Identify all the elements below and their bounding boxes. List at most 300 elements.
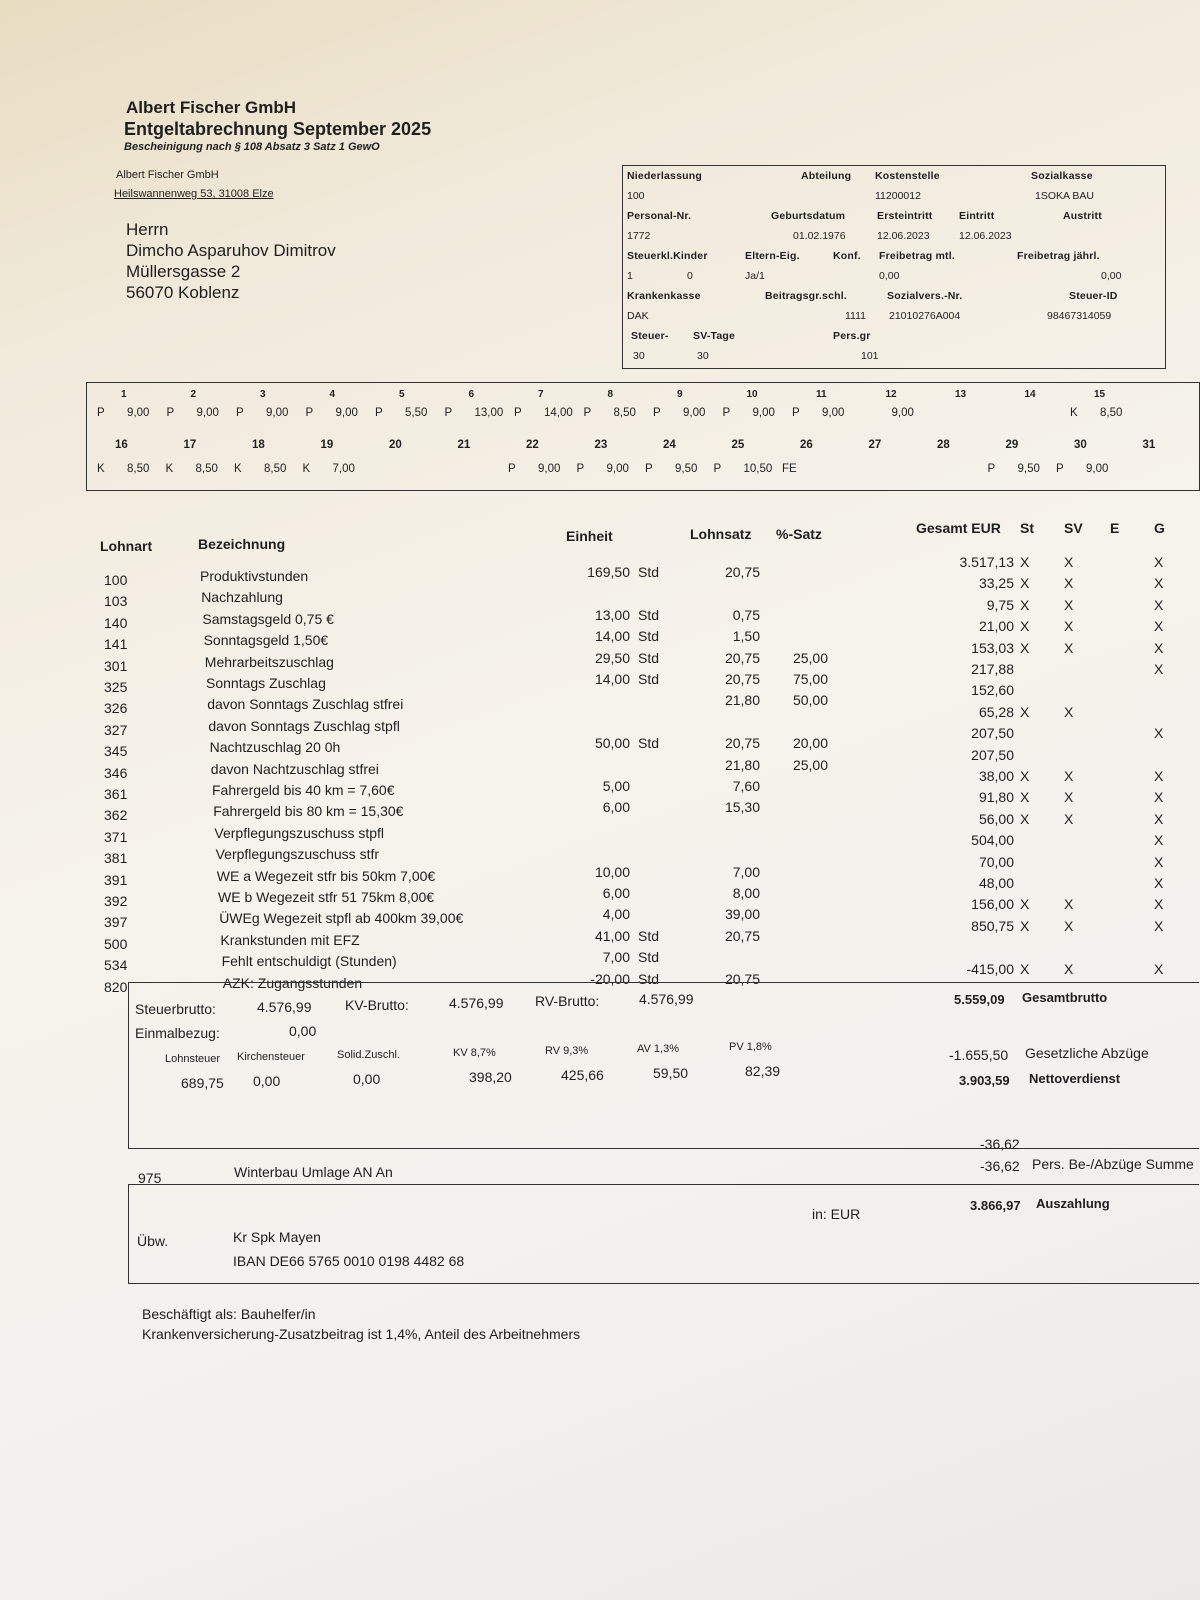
sender-name: Albert Fischer GmbH — [116, 169, 219, 181]
iban: IBAN DE66 5765 0010 0198 4482 68 — [233, 1253, 465, 1269]
gesamtbrutto-value: 5.559,09 — [954, 992, 1005, 1007]
sender-address: Heilswannenweg 53, 31008 Elze — [114, 188, 274, 200]
sv-mark: X — [1064, 917, 1074, 934]
deduction-value: 0,00 — [253, 1073, 281, 1089]
calendar-day-number: 23 — [594, 439, 608, 451]
deduction-label: RV 9,3% — [545, 1045, 589, 1057]
calendar-day-code: K — [165, 463, 174, 475]
lohnart-cell: 391 — [104, 871, 128, 888]
g-mark: X — [1154, 896, 1164, 913]
value-geburtsdatum: 01.02.1976 — [793, 230, 846, 242]
g-mark: X — [1154, 853, 1164, 870]
calendar-day-code: P — [508, 463, 516, 475]
calendar-day-number: 31 — [1142, 439, 1156, 451]
einheit-cell: 14,00 — [594, 628, 630, 645]
value-steuer-id: 98467314059 — [1047, 310, 1112, 322]
calendar-day-number: 18 — [252, 439, 265, 451]
calendar-day-number: 24 — [663, 439, 676, 451]
lohnsatz-cell: 20,75 — [724, 927, 760, 944]
calendar-day-code: P — [375, 407, 383, 419]
calendar-day-number: 29 — [1005, 439, 1019, 451]
st-mark: X — [1020, 810, 1030, 827]
g-mark: X — [1154, 810, 1164, 827]
lohnart-cell: 371 — [104, 828, 128, 845]
bezeichnung-cell: Nachzahlung — [201, 589, 283, 606]
lohnart-cell: 346 — [104, 764, 128, 781]
st-mark: X — [1020, 789, 1030, 806]
value-sozialvers-nr: 21010276A004 — [889, 310, 961, 322]
calendar-day-number: 16 — [115, 439, 128, 451]
lohnsatz-cell: 20,75 — [724, 735, 760, 752]
bezeichnung-cell: WE b Wegezeit stfr 51 75km 8,00€ — [218, 889, 435, 905]
calendar-day-hours: 9,00 — [127, 407, 150, 419]
lohnart-cell: 534 — [104, 957, 128, 974]
value-sv-tage: 30 — [697, 350, 709, 362]
label-eintritt: Eintritt — [959, 210, 995, 222]
g-mark: X — [1154, 725, 1164, 742]
st-mark: X — [1020, 554, 1030, 570]
value-personal-nr: 1772 — [627, 230, 651, 242]
gesamt-cell: 48,00 — [978, 875, 1014, 891]
bezeichnung-cell: ÜWEg Wegezeit stpfl ab 400km 39,00€ — [219, 910, 464, 927]
lohnart-cell: 141 — [104, 636, 128, 653]
einheit-unit-cell: Std — [638, 671, 660, 687]
g-mark: X — [1154, 917, 1164, 934]
calendar-day-hours: 9,00 — [822, 407, 845, 419]
label-sozialvers-nr: Sozialvers.-Nr. — [887, 290, 963, 302]
bezeichnung-cell: Samstagsgeld 0,75 € — [202, 610, 334, 627]
calendar-day-number: 5 — [399, 389, 405, 400]
g-mark: X — [1154, 832, 1164, 849]
calendar-day-code: K — [1070, 407, 1078, 419]
calendar-day-hours: 9,50 — [1017, 463, 1040, 475]
footer-employment: Beschäftigt als: Bauhelfer/in — [142, 1306, 316, 1322]
calendar-day-number: 30 — [1074, 439, 1087, 451]
calendar-day-number: 3 — [260, 389, 266, 400]
gesamt-cell: 207,50 — [971, 746, 1014, 763]
calendar-day-number: 1 — [121, 389, 127, 400]
lohnsatz-cell: 1,50 — [732, 628, 760, 645]
einheit-unit-cell: Std — [638, 927, 660, 944]
st-mark: X — [1020, 917, 1030, 934]
value-steuer-tage: 30 — [633, 350, 645, 362]
bank-transfer-box — [128, 1184, 1199, 1284]
calendar-day-code: P — [653, 407, 661, 419]
personal-sum-label: Pers. Be-/Abzüge Summe — [1032, 1156, 1194, 1172]
bezeichnung-cell: Fahrergeld bis 40 km = 7,60€ — [212, 782, 395, 798]
lohnart-cell: 100 — [104, 572, 128, 588]
calendar-day-hours: 14,00 — [544, 407, 573, 419]
einmalbezug-value: 0,00 — [289, 1023, 317, 1039]
kv-brutto-value: 4.576,99 — [449, 995, 504, 1011]
label-sozialkasse: Sozialkasse — [1031, 170, 1093, 182]
einheit-cell: 5,00 — [602, 778, 630, 794]
bank-name: Kr Spk Mayen — [233, 1229, 321, 1245]
gesamt-cell: 217,88 — [971, 661, 1014, 677]
label-abteilung: Abteilung — [801, 170, 852, 182]
calendar-day-number: 2 — [190, 389, 197, 400]
calendar-day-number: 12 — [885, 389, 897, 400]
gesamt-cell: 152,60 — [971, 682, 1014, 699]
personal-sum-value: -36,62 — [980, 1158, 1020, 1174]
calendar-day-hours: 13,00 — [474, 407, 504, 419]
rv-brutto-label: RV-Brutto: — [535, 993, 600, 1009]
label-konfession: Konf. — [833, 250, 861, 262]
calendar-day-number: 21 — [457, 439, 471, 451]
calendar-day-code: P — [792, 407, 800, 419]
g-mark: X — [1154, 575, 1164, 592]
company-name: Albert Fischer GmbH — [126, 98, 297, 117]
deduction-label: Kirchensteuer — [237, 1051, 305, 1063]
value-freibetrag-mtl: 0,00 — [879, 270, 900, 282]
calendar-day-number: 15 — [1094, 389, 1106, 400]
deduction-label: AV 1,3% — [637, 1043, 679, 1055]
einheit-cell: 13,00 — [594, 606, 630, 623]
lohnsatz-cell: 8,00 — [732, 885, 760, 901]
einheit-cell: -20,00 — [590, 970, 630, 987]
calendar-day-code: P — [576, 463, 585, 475]
g-mark: X — [1154, 618, 1164, 635]
sv-mark: X — [1064, 596, 1074, 613]
calendar-day-hours: 9,00 — [752, 407, 775, 419]
lohnart-cell: 140 — [104, 614, 128, 631]
label-sv-tage: SV-Tage — [693, 330, 736, 342]
label-personal-nr: Personal-Nr. — [627, 210, 692, 222]
bezeichnung-cell: Mehrarbeitszuschlag — [204, 653, 334, 670]
bezeichnung-cell: davon Nachtzuschlag stfrei — [210, 760, 379, 777]
bezeichnung-cell: Fehlt entschuldigt (Stunden) — [221, 953, 397, 970]
label-ersteintritt: Ersteintritt — [877, 210, 933, 222]
einheit-unit-cell: Std — [638, 564, 660, 580]
calendar-day-code: P — [583, 407, 592, 419]
calendar-day-code: P — [97, 407, 105, 419]
st-mark: X — [1020, 768, 1030, 784]
employee-info-box — [622, 165, 1166, 369]
calendar-day-code: K — [302, 463, 311, 475]
steuerbrutto-label: Steuerbrutto: — [135, 1001, 216, 1017]
calendar-day-hours: 8,50 — [195, 463, 218, 475]
calendar-day-hours: 8,50 — [613, 407, 636, 419]
bezeichnung-cell: AZK: Zugangsstunden — [222, 974, 363, 991]
recipient-city: 56070 Koblenz — [126, 283, 240, 302]
calendar-day-hours: 8,50 — [1100, 407, 1123, 419]
transfer-label: Übw. — [137, 1233, 169, 1249]
label-austritt: Austritt — [1063, 210, 1102, 222]
sv-mark: X — [1064, 960, 1074, 977]
calendar-day-hours: 9,00 — [891, 407, 914, 419]
calendar-day-hours: 8,50 — [264, 463, 287, 475]
col-header-gesamt: Gesamt EUR — [916, 520, 1001, 536]
lohnart-cell: 301 — [104, 657, 128, 674]
g-mark: X — [1154, 960, 1164, 977]
einheit-cell: 14,00 — [594, 671, 630, 687]
calendar-day-hours: 9,00 — [196, 407, 219, 419]
kv-brutto-label: KV-Brutto: — [345, 997, 409, 1013]
calendar-day-hours: 8,50 — [127, 463, 150, 475]
lohnsatz-cell: 39,00 — [724, 906, 760, 923]
einheit-unit-cell: Std — [638, 949, 660, 966]
einheit-unit-cell: Std — [638, 649, 660, 666]
footer-kv-note: Krankenversicherung-Zusatzbeitrag ist 1,4%, Anteil des Arbeitnehmers — [142, 1326, 581, 1342]
value-niederlassung: 100 — [627, 190, 645, 202]
gesamt-cell: 504,00 — [971, 832, 1014, 849]
prozentsatz-cell: 75,00 — [792, 671, 828, 687]
calendar-day-code: P — [166, 407, 175, 419]
lohnsatz-cell: 20,75 — [724, 649, 760, 666]
lohnart-cell: 326 — [104, 700, 128, 717]
prozentsatz-cell: 25,00 — [792, 649, 828, 666]
einheit-cell: 29,50 — [594, 649, 630, 666]
einheit-cell: 10,00 — [594, 863, 630, 880]
g-mark: X — [1154, 875, 1164, 891]
gesamt-cell: 153,03 — [971, 639, 1014, 656]
value-beitragsgruppe: 1111 — [845, 310, 867, 322]
st-mark: X — [1020, 960, 1030, 977]
lohnsatz-cell: 20,75 — [724, 671, 760, 687]
calendar-day-hours: 7,00 — [332, 463, 355, 475]
calendar-day-code: FE — [782, 463, 797, 475]
calendar-day-hours: 5,50 — [405, 407, 428, 419]
col-header-satz: %-Satz — [776, 526, 822, 542]
sv-mark: X — [1064, 789, 1074, 806]
bezeichnung-cell: Krankstunden mit EFZ — [220, 931, 360, 948]
calendar-day-number: 10 — [746, 389, 758, 400]
calendar-day-number: 19 — [320, 439, 334, 451]
einheit-cell: 7,00 — [602, 949, 630, 966]
label-freibetrag-mtl: Freibetrag mtl. — [879, 250, 955, 262]
gesamt-cell: 21,00 — [978, 618, 1014, 635]
calendar-day-number: 28 — [937, 439, 950, 451]
g-mark: X — [1154, 661, 1164, 677]
recipient-name: Dimcho Asparuhov Dimitrov — [126, 241, 336, 260]
label-niederlassung: Niederlassung — [627, 170, 702, 182]
prozentsatz-cell: 20,00 — [792, 735, 828, 752]
steuerbrutto-value: 4.576,99 — [257, 999, 312, 1015]
gesamt-cell: 56,00 — [978, 810, 1014, 827]
lohnart-cell: 500 — [104, 935, 128, 952]
sv-mark: X — [1064, 768, 1074, 784]
sv-mark: X — [1064, 639, 1074, 656]
label-kostenstelle: Kostenstelle — [875, 170, 940, 182]
col-header-st: St — [1020, 520, 1034, 536]
calendar-day-number: 8 — [607, 389, 614, 400]
gesamt-cell: 38,00 — [978, 768, 1014, 784]
calendar-day-hours: 9,00 — [606, 463, 629, 475]
gesamtbrutto-label: Gesamtbrutto — [1022, 990, 1108, 1005]
g-mark: X — [1154, 789, 1164, 806]
lohnart-cell: 325 — [104, 679, 128, 695]
lohnart-cell: 392 — [104, 893, 128, 909]
col-header-sv: SV — [1064, 520, 1083, 536]
calendar-day-number: 9 — [677, 389, 683, 400]
lohnart-cell: 345 — [104, 743, 128, 760]
einheit-unit-cell: Std — [638, 606, 660, 623]
prozentsatz-cell: 25,00 — [792, 756, 828, 773]
deduction-value: 689,75 — [181, 1075, 224, 1091]
lohnsatz-cell: 7,60 — [732, 778, 760, 794]
nettoverdienst-value: 3.903,59 — [959, 1073, 1010, 1088]
lohnart-cell: 327 — [104, 721, 128, 738]
einheit-cell: 6,00 — [602, 799, 630, 816]
col-header-lohnsatz: Lohnsatz — [690, 526, 752, 542]
deduction-value: 0,00 — [353, 1071, 381, 1087]
label-steuer-id: Steuer-ID — [1069, 290, 1118, 302]
calendar-day-hours: 10,50 — [743, 463, 773, 475]
gesamt-cell: 3.517,13 — [959, 554, 1014, 570]
value-eintritt: 12.06.2023 — [959, 230, 1012, 242]
g-mark: X — [1154, 639, 1164, 656]
einheit-unit-cell: Std — [638, 970, 660, 987]
lohnsatz-cell: 21,80 — [724, 692, 760, 709]
gesamt-cell: 850,75 — [971, 917, 1014, 934]
value-krankenkasse: DAK — [627, 310, 649, 322]
calendar-day-number: 26 — [800, 439, 813, 451]
einheit-cell: 169,50 — [587, 564, 630, 580]
gesamt-cell: 207,50 — [971, 725, 1014, 742]
col-header-e: E — [1110, 520, 1120, 536]
deduction-value: 59,50 — [653, 1065, 689, 1081]
col-header-lohnart: Lohnart — [100, 538, 153, 554]
calendar-day-code: P — [305, 407, 314, 419]
gesetzliche-abzuege-value: -1.655,50 — [949, 1047, 1009, 1063]
deduction-value: 398,20 — [469, 1069, 512, 1085]
bezeichnung-cell: davon Sonntags Zuschlag stpfl — [208, 717, 400, 734]
value-eltern: Ja/1 — [745, 270, 765, 282]
value-kinder: 0 — [687, 270, 693, 282]
gesamt-cell: 70,00 — [978, 853, 1014, 870]
value-ersteintritt: 12.06.2023 — [877, 230, 930, 242]
sv-mark: X — [1064, 575, 1074, 592]
calendar-day-code: P — [722, 407, 731, 419]
bezeichnung-cell: Verpflegungszuschuss stfr — [215, 846, 380, 863]
st-mark: X — [1020, 639, 1030, 656]
calendar-day-code: P — [645, 463, 653, 475]
calendar-day-number: 25 — [731, 439, 745, 451]
document-title: Entgeltabrechnung September 2025 — [124, 119, 432, 139]
deduction-label: KV 8,7% — [453, 1047, 496, 1059]
calendar-day-number: 14 — [1024, 389, 1036, 400]
deduction-value: 425,66 — [561, 1067, 604, 1083]
calendar-day-code: P — [236, 407, 244, 419]
label-eltern: Eltern-Eig. — [745, 250, 800, 262]
lohnsatz-cell: 20,75 — [724, 564, 760, 580]
calendar-day-code: K — [97, 463, 105, 475]
value-personengruppe: 101 — [861, 350, 879, 362]
deduction-label: Solid.Zuschl. — [337, 1049, 400, 1061]
lohnsatz-cell: 0,75 — [732, 606, 760, 623]
deduction-label: PV 1,8% — [729, 1041, 772, 1053]
lohnart-cell: 362 — [104, 807, 128, 824]
label-geburtsdatum: Geburtsdatum — [771, 210, 846, 222]
value-kostenstelle: 11200012 — [875, 190, 921, 202]
col-header-bezeichnung: Bezeichnung — [198, 536, 286, 552]
gesamt-cell: -415,00 — [966, 960, 1014, 977]
calendar-day-number: 11 — [816, 389, 827, 400]
lohnart-cell: 361 — [104, 786, 128, 802]
st-mark: X — [1020, 596, 1030, 613]
gesamt-cell: 65,28 — [978, 703, 1014, 720]
rv-brutto-value: 4.576,99 — [639, 991, 694, 1007]
nettoverdienst-label: Nettoverdienst — [1029, 1071, 1121, 1086]
recipient-street: Müllersgasse 2 — [126, 262, 241, 281]
label-personengruppe: Pers.gr — [833, 330, 871, 342]
gesamt-cell: 91,80 — [978, 789, 1014, 806]
personal-bezeichnung: Winterbau Umlage AN An — [234, 1164, 393, 1180]
lohnart-cell: 103 — [104, 593, 128, 610]
calendar-day-hours: 9,00 — [335, 407, 358, 419]
calendar-day-hours: 9,00 — [538, 463, 561, 475]
bezeichnung-cell: Sonntagsgeld 1,50€ — [203, 632, 329, 649]
lohnart-cell: 820 — [104, 978, 128, 995]
value-freibetrag-jahr: 0,00 — [1101, 270, 1122, 282]
calendar-day-number: 13 — [955, 389, 967, 400]
bezeichnung-cell: davon Sonntags Zuschlag stfrei — [207, 696, 404, 713]
bezeichnung-cell: Produktivstunden — [200, 568, 309, 584]
auszahlung-label: Auszahlung — [1036, 1196, 1110, 1211]
calendar-day-hours: 9,00 — [266, 407, 289, 419]
calendar-day-number: 6 — [468, 389, 475, 400]
lohnsatz-cell: 20,75 — [724, 970, 760, 987]
sv-mark: X — [1064, 896, 1074, 913]
calendar-day-hours: 9,50 — [675, 463, 698, 475]
label-freibetrag-jahr: Freibetrag jährl. — [1017, 250, 1100, 262]
recipient-salutation: Herrn — [126, 220, 169, 239]
personal-lohnart: 975 — [138, 1170, 162, 1186]
bezeichnung-cell: WE a Wegezeit stfr bis 50km 7,00€ — [216, 867, 436, 884]
label-beitragsgruppe: Beitragsgr.schl. — [765, 290, 847, 302]
calendar-day-code: K — [234, 463, 242, 475]
value-steuerklasse: 1 — [627, 270, 633, 282]
calendar-day-code: P — [514, 407, 522, 419]
st-mark: X — [1020, 896, 1030, 913]
einheit-cell: 4,00 — [602, 906, 630, 923]
value-sozialkasse: 1SOKA BAU — [1035, 190, 1094, 202]
calendar-day-code: P — [1056, 463, 1064, 475]
sv-mark: X — [1064, 703, 1074, 720]
calendar-day-number: 4 — [329, 389, 336, 400]
label-steuerklasse: Steuerkl.Kinder — [627, 250, 708, 262]
bezeichnung-cell: Nachtzuschlag 20 0h — [209, 739, 341, 756]
label-steuer-tage: Steuer- — [631, 330, 669, 342]
lohnart-cell: 381 — [104, 850, 128, 867]
g-mark: X — [1154, 554, 1164, 570]
calendar-day-hours: 9,00 — [1086, 463, 1109, 475]
deduction-label: Lohnsteuer — [165, 1053, 221, 1065]
st-mark: X — [1020, 575, 1030, 592]
lohnsatz-cell: 21,80 — [724, 756, 760, 773]
einheit-cell: 41,00 — [594, 927, 630, 944]
calendar-day-number: 22 — [526, 439, 539, 451]
time-calendar — [86, 382, 1200, 491]
calendar-day-number: 7 — [538, 389, 544, 400]
sv-mark: X — [1064, 554, 1074, 570]
lohnsatz-cell: 15,30 — [724, 799, 760, 816]
einheit-unit-cell: Std — [638, 735, 660, 752]
gesamt-cell: 33,25 — [978, 575, 1014, 592]
calendar-day-number: 17 — [183, 439, 197, 451]
prozentsatz-cell: 50,00 — [792, 692, 828, 709]
calendar-day-number: 20 — [389, 439, 402, 451]
bezeichnung-cell: Fahrergeld bis 80 km = 15,30€ — [213, 803, 404, 820]
einheit-unit-cell: Std — [638, 628, 660, 645]
g-mark: X — [1154, 596, 1164, 613]
einmalbezug-label: Einmalbezug: — [135, 1025, 220, 1041]
gesamt-cell: 9,75 — [986, 596, 1014, 613]
st-mark: X — [1020, 703, 1030, 720]
gesetzliche-abzuege-label: Gesetzliche Abzüge — [1025, 1045, 1149, 1061]
g-mark: X — [1154, 768, 1164, 784]
einheit-cell: 6,00 — [602, 885, 630, 901]
